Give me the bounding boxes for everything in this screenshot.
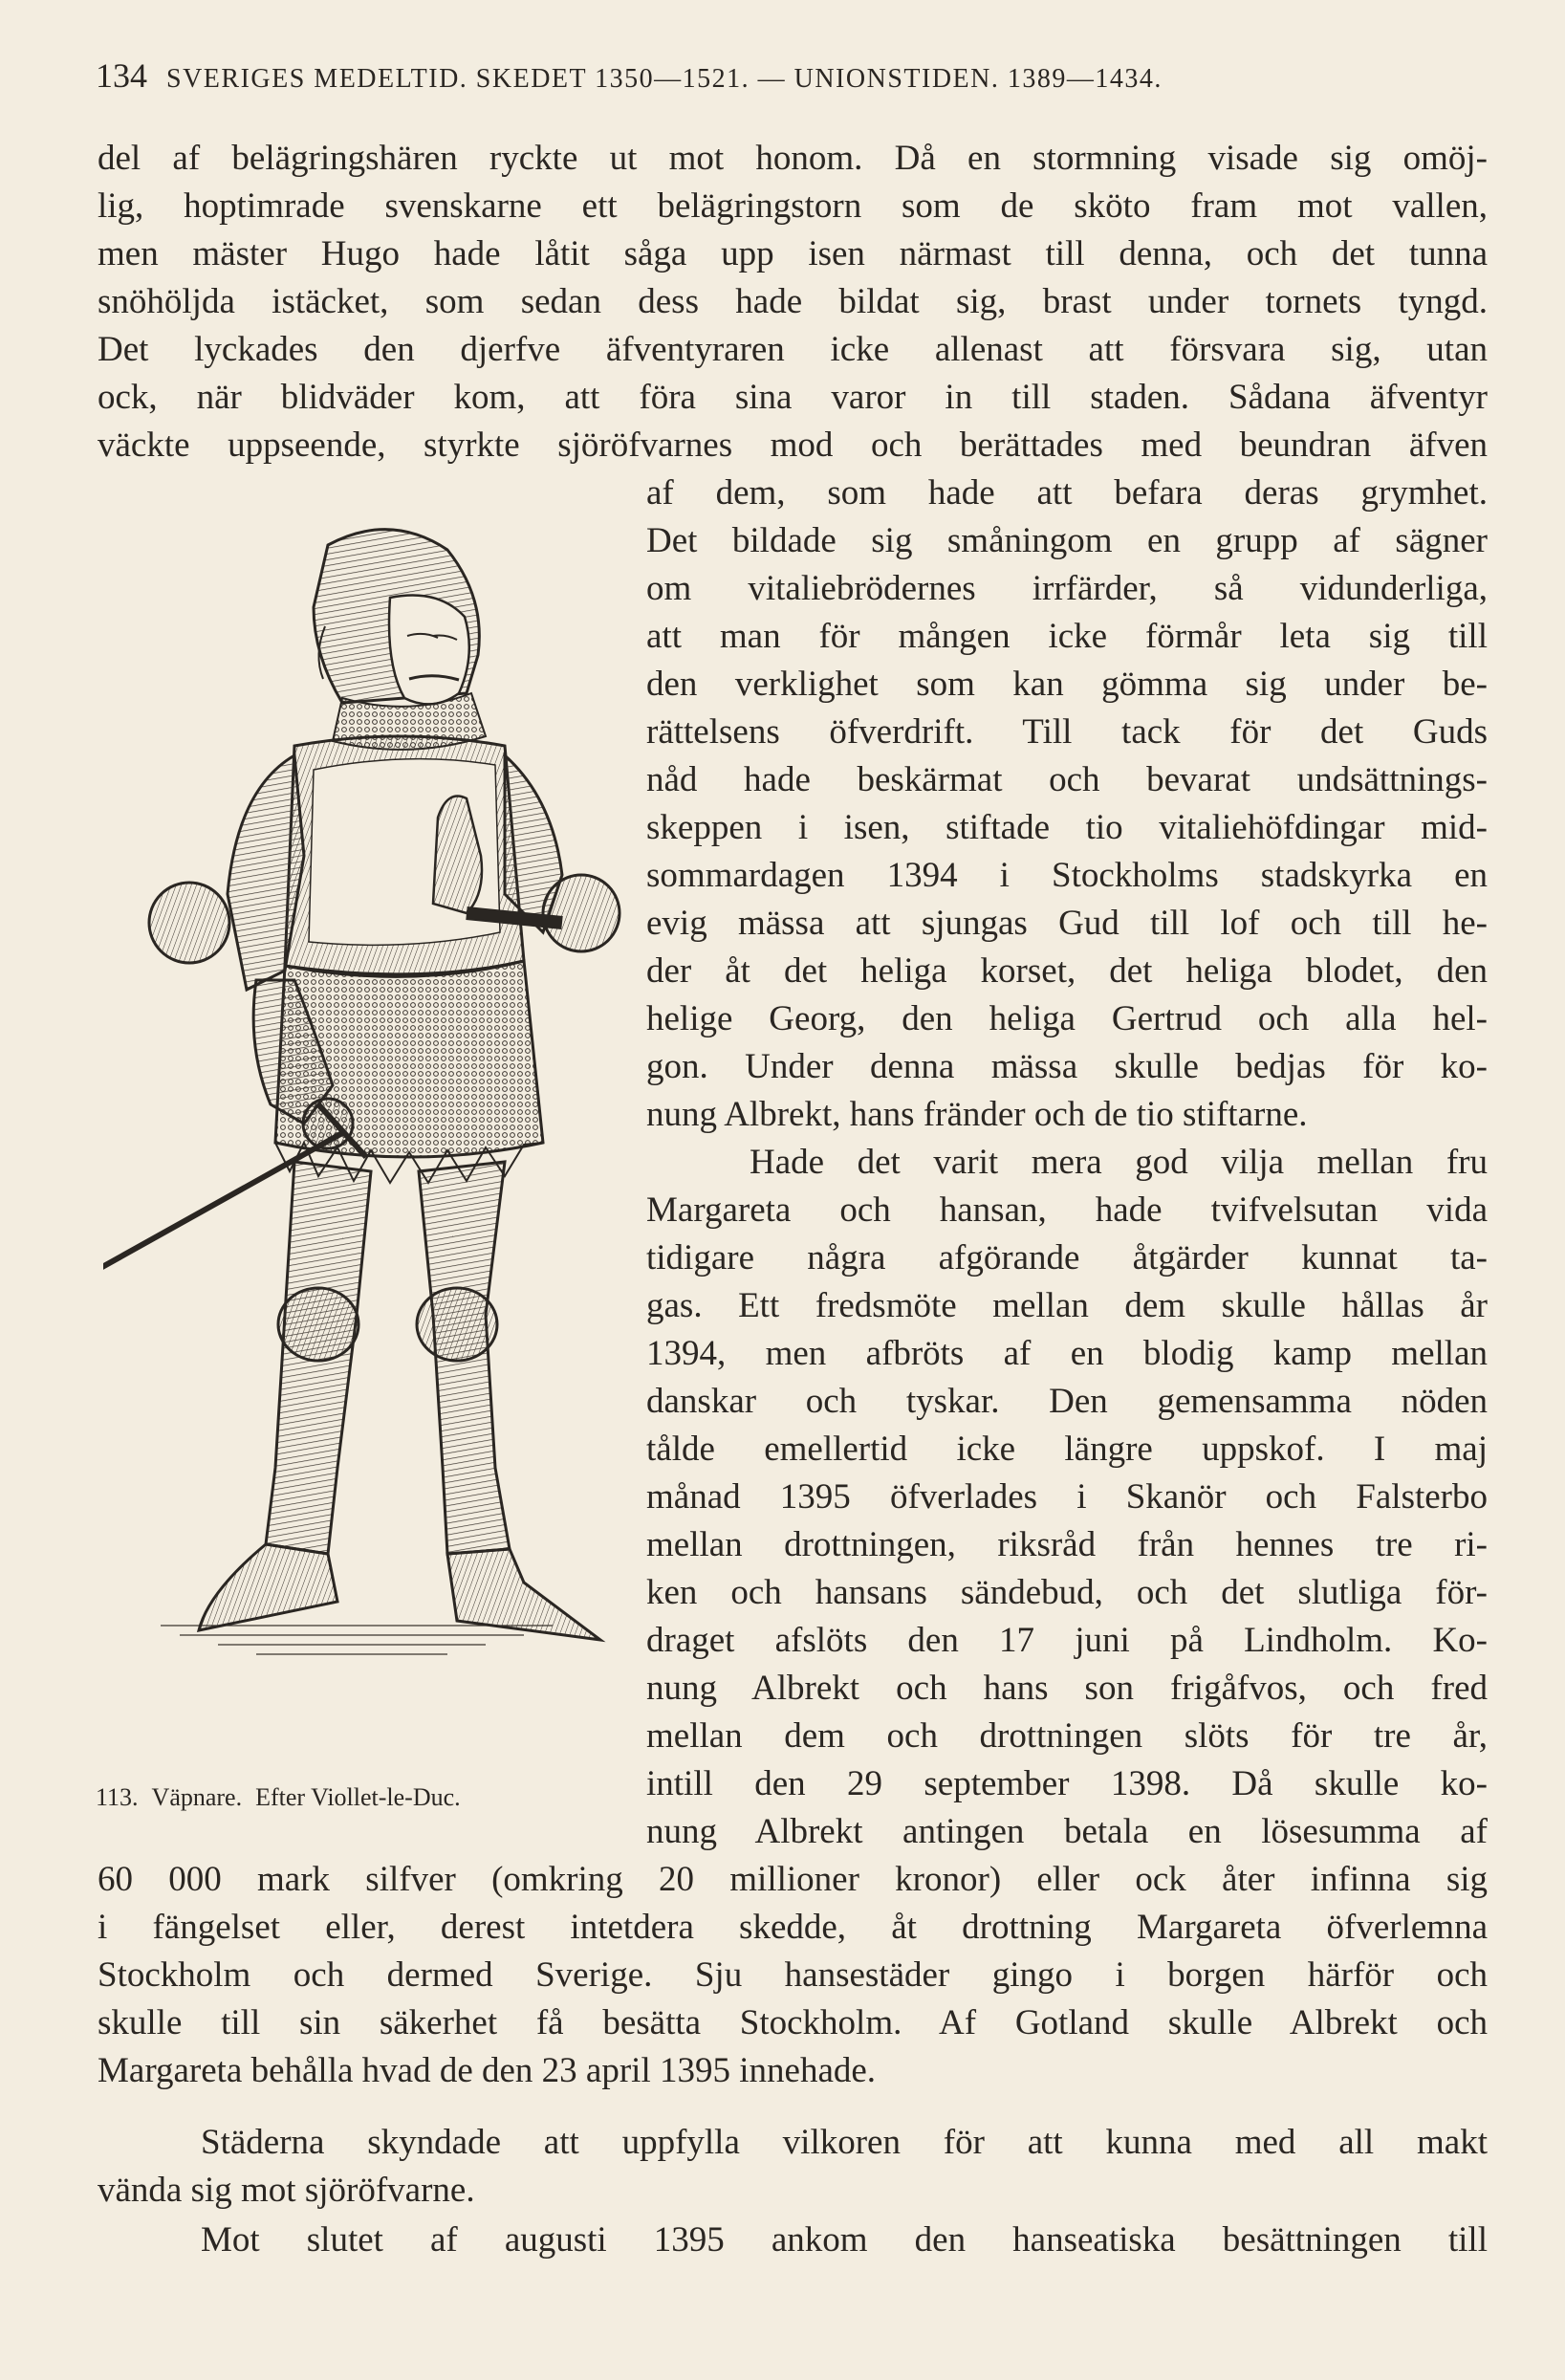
- text-line: sommardagen 1394 i Stockholms stadskyrka en: [646, 856, 1488, 895]
- text-line: Det bildade sig småningom en grupp af sägner: [646, 521, 1488, 560]
- text-line: mellan drottningen, riksråd från hennes tre ri-: [646, 1525, 1488, 1564]
- text-line: skeppen i isen, stiftade tio vitaliehöfdingar mid-: [646, 808, 1488, 847]
- text-line: tålde emellertid icke längre uppskof. I maj: [646, 1430, 1488, 1469]
- page-number: 134: [96, 56, 147, 95]
- text-line: gon. Under denna mässa skulle bedjas för ko-: [646, 1047, 1488, 1086]
- text-line: den verklighet som kan gömma sig under be-: [646, 665, 1488, 704]
- text-line: tidigare några afgörande åtgärder kunnat ta-: [646, 1238, 1488, 1277]
- text-line: Mot slutet af augusti 1395 ankom den hanseatiska besättningen till: [201, 2220, 1488, 2260]
- text-line: Stockholm och dermed Sverige. Sju hansestäder gingo i borgen härför och: [98, 1955, 1488, 1995]
- figure-title: Väpnare.: [151, 1783, 243, 1811]
- text-line: mellan dem och drottningen slöts för tre år,: [646, 1716, 1488, 1756]
- text-line: i fängelset eller, derest intetdera skedde, åt drottning Margareta öfverlemna: [98, 1908, 1488, 1947]
- text-line: del af belägringshären ryckte ut mot honom. Då en stormning visade sig omöj-: [98, 139, 1488, 178]
- text-line: att man för mången icke förmår leta sig till: [646, 617, 1488, 656]
- armored-squire-engraving: [103, 512, 635, 1745]
- running-title: SVERIGES MEDELTID. SKEDET 1350—1521. — UNIONSTIDEN. 1389—1434.: [166, 64, 1163, 94]
- text-line: månad 1395 öfverlades i Skanör och Falsterbo: [646, 1477, 1488, 1517]
- text-line: 60 000 mark silfver (omkring 20 millioner kronor) eller ock åter infinna sig: [98, 1860, 1488, 1899]
- figure-credit: Efter Viollet-le-Duc.: [255, 1783, 461, 1811]
- text-line: Margareta behålla hvad de den 23 april 1395 innehade.: [98, 2051, 877, 2090]
- text-line: skulle till sin säkerhet få besätta Stockholm. Af Gotland skulle Albrekt och: [98, 2003, 1488, 2042]
- text-line: Det lyckades den djerfve äfventyraren icke allenast att försvara sig, utan: [98, 330, 1488, 369]
- text-line: väckte uppseende, styrkte sjöröfvarnes mod och berättades med beundran äfven: [98, 426, 1488, 465]
- text-line: nung Albrekt och hans son frigåfvos, och fred: [646, 1669, 1488, 1708]
- text-line: nung Albrekt antingen betala en lösesumma af: [646, 1812, 1488, 1851]
- text-line: men mäster Hugo hade låtit såga upp isen närmast till denna, och det tunna: [98, 234, 1488, 273]
- text-line: intill den 29 september 1398. Då skulle ko-: [646, 1764, 1488, 1803]
- text-line: vända sig mot sjöröfvarne.: [98, 2171, 475, 2210]
- text-line: snöhöljda istäcket, som sedan dess hade bildat sig, brast under tornets tyngd.: [98, 282, 1488, 321]
- text-line: gas. Ett fredsmöte mellan dem skulle hållas år: [646, 1286, 1488, 1325]
- figure-illustration: [103, 512, 635, 1745]
- text-line: af dem, som hade att befara deras grymhet.: [646, 473, 1488, 513]
- text-line: Städerna skyndade att uppfylla vilkoren för att kunna med all makt: [201, 2123, 1488, 2162]
- text-line: om vitaliebrödernes irrfärder, så vidunderliga,: [646, 569, 1488, 608]
- text-line: evig mässa att sjungas Gud till lof och till he-: [646, 904, 1488, 943]
- text-line: Margareta och hansan, hade tvifvelsutan vida: [646, 1190, 1488, 1230]
- text-line: rättelsens öfverdrift. Till tack för det Guds: [646, 712, 1488, 752]
- running-header: [96, 55, 1491, 96]
- text-line: nung Albrekt, hans fränder och de tio stiftarne.: [646, 1095, 1308, 1134]
- text-line: lig, hoptimrade svenskarne ett belägringstorn som de sköto fram mot vallen,: [98, 186, 1488, 226]
- text-line: 1394, men afbröts af en blodig kamp mellan: [646, 1334, 1488, 1373]
- text-line: nåd hade beskärmat och bevarat undsättnings-: [646, 760, 1488, 799]
- figure-number: 113.: [96, 1783, 139, 1811]
- text-line: ock, när blidväder kom, att föra sina varor in till staden. Sådana äfventyr: [98, 378, 1488, 417]
- text-line: der åt det heliga korset, det heliga blodet, den: [646, 951, 1488, 991]
- text-line: draget afslöts den 17 juni på Lindholm. Ko-: [646, 1621, 1488, 1660]
- text-line: ken och hansans sändebud, och det slutliga för-: [646, 1573, 1488, 1612]
- text-line: helige Georg, den heliga Gertrud och alla hel-: [646, 999, 1488, 1038]
- text-line: danskar och tyskar. Den gemensamma nöden: [646, 1382, 1488, 1421]
- text-line: Hade det varit mera god vilja mellan fru: [750, 1143, 1488, 1182]
- figure-caption: [96, 1783, 631, 1812]
